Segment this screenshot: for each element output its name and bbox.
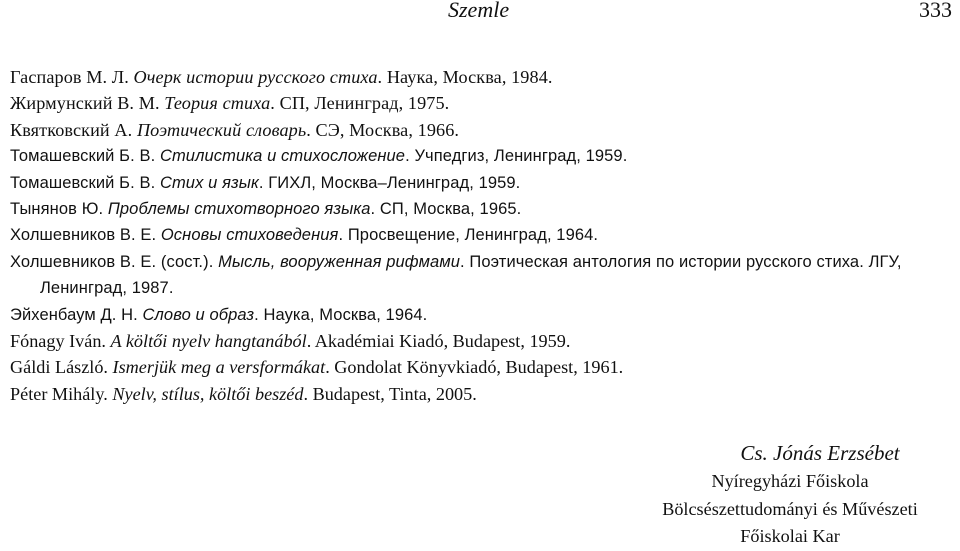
entry-publisher: . СП, Москва, 1965. xyxy=(370,200,522,219)
entry-title: A költői nyelv hangtanából xyxy=(110,331,307,352)
entry-author: Томашевский Б. В. xyxy=(10,173,160,192)
bibliography-entry xyxy=(10,328,955,354)
entry-title: Поэтический словарь xyxy=(136,119,307,140)
affiliation-line: Nyíregyházi Főiskola xyxy=(711,471,869,491)
bibliography-entry xyxy=(10,381,955,407)
bibliography-list xyxy=(10,64,955,407)
entry-publisher: . СЭ, Москва, 1966. xyxy=(306,119,460,140)
entry-publisher: . Наука, Москва, 1964. xyxy=(254,305,428,324)
page-number: 333 xyxy=(919,0,952,22)
entry-author: Томашевский Б. В. xyxy=(10,147,160,166)
bibliography-entry xyxy=(10,196,955,222)
bibliography-entry xyxy=(10,117,955,143)
bibliography-entry xyxy=(10,143,955,169)
entry-title: Мысль, вооруженная рифмами xyxy=(218,252,461,271)
entry-author: Fónagy Iván. xyxy=(10,331,111,352)
entry-title: Основы стиховедения xyxy=(160,226,339,245)
bibliography-entry xyxy=(10,64,955,90)
journal-section-title: Szemle xyxy=(448,0,510,22)
entry-publisher: . СП, Ленинград, 1975. xyxy=(270,93,450,114)
entry-author: Жирмунский В. М. xyxy=(10,93,165,114)
affiliation-line: Bölcsészettudományi és Művészeti xyxy=(662,498,918,519)
entry-title: Очерк истории русского стиха xyxy=(133,67,378,87)
entry-author: Квятковский А. xyxy=(10,119,137,140)
entry-publisher: . Gondolat Könyvkiadó, Budapest, 1961. xyxy=(325,357,624,378)
entry-title: Ismerjük meg a versformákat xyxy=(112,357,326,378)
entry-publisher: . Akadémiai Kiadó, Budapest, 1959. xyxy=(306,331,571,352)
bibliography-entry xyxy=(10,222,955,248)
entry-publisher: . Наука, Москва, 1984. xyxy=(377,67,553,87)
bibliography-entry xyxy=(10,90,955,116)
entry-title: Стилистика и стихосложение xyxy=(159,147,406,166)
entry-title: Стих и язык xyxy=(159,173,259,192)
entry-publisher: . ГИХЛ, Москва–Ленинград, 1959. xyxy=(258,173,521,192)
entry-author: Тынянов Ю. xyxy=(10,200,108,219)
bibliography-entry xyxy=(10,249,955,302)
running-header xyxy=(0,0,960,26)
entry-title: Слово и образ xyxy=(142,305,255,324)
signature-name: Cs. Jónás Erzsébet xyxy=(740,441,900,465)
affiliation-line: Főiskolai Kar xyxy=(740,526,840,546)
entry-author: Гаспаров М. Л. xyxy=(10,67,134,87)
bibliography-entry xyxy=(10,170,955,196)
entry-author: Gáldi László. xyxy=(10,357,113,378)
entry-title: Проблемы стихотворного языка xyxy=(107,200,371,219)
entry-publisher: . Budapest, Tinta, 2005. xyxy=(303,383,477,404)
entry-author: Эйхенбаум Д. Н. xyxy=(10,305,143,324)
entry-author: Холшевников В. Е. xyxy=(10,226,161,245)
bibliography-entry xyxy=(10,302,955,328)
entry-title: Теория стиха xyxy=(164,93,271,114)
entry-publisher: . Учпедгиз, Ленинград, 1959. xyxy=(405,147,628,166)
entry-title: Nyelv, stílus, költői beszéd xyxy=(112,383,304,404)
entry-publisher: . Просвещение, Ленинград, 1964. xyxy=(338,226,599,245)
bibliography-entry xyxy=(10,354,955,380)
entry-author: Холшевников В. Е. (сост.). xyxy=(10,252,219,271)
author-signature xyxy=(630,438,950,551)
entry-author: Péter Mihály. xyxy=(10,383,113,404)
entry-publisher: . Поэтическая антология по истории русского стиха. ЛГУ, Ленинград, 1987. xyxy=(40,252,902,298)
